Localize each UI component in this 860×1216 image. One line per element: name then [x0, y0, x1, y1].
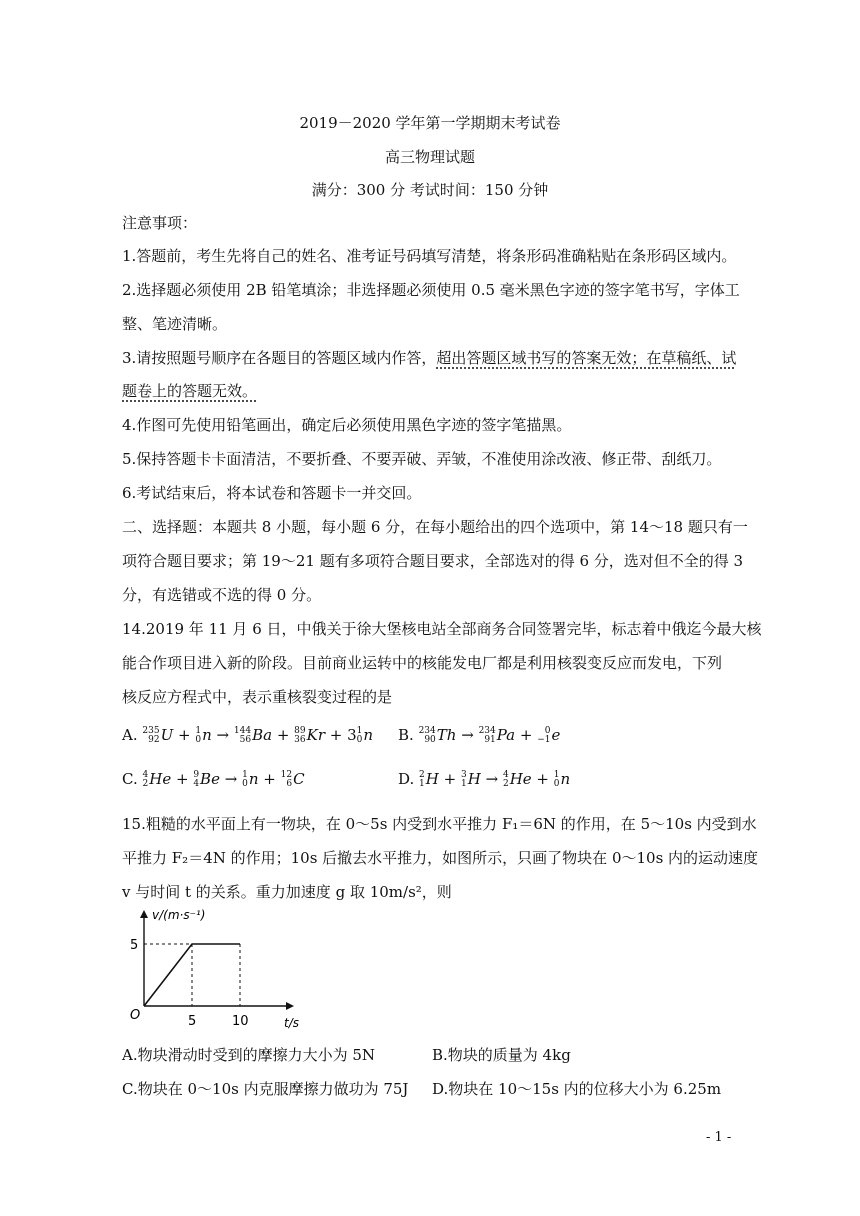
q15-option-b[interactable]: B.物块的质量为 4kg — [432, 1046, 571, 1064]
note-2: 2.选择题必须使用 2B 铅笔填涂；非选择题必须使用 0.5 毫米黑色字迹的签字笔书写，字体工 — [122, 281, 740, 299]
q14-line2: 能合作项目进入新的阶段。目前商业运转中的核能发电厂都是利用核裂变反应而发电，下列 — [122, 654, 723, 672]
nuclide-c4-symbol: C — [293, 770, 305, 788]
note-1: 1.答题前，考生先将自己的姓名、准考证号码填写清楚，将条形码准确粘贴在条形码区域内。 — [122, 247, 737, 265]
note-3-emphasis: 超出答题区域书写的答案无效；在草稿纸、试 — [436, 349, 737, 367]
nuclide-a3-symbol: Ba — [252, 726, 273, 744]
note-3-cont: 题卷上的答题无效。 — [122, 382, 258, 400]
nuclide-a1-symbol: U — [160, 726, 174, 744]
nuclide-b3-numbers: 0 −1 — [537, 726, 551, 745]
section2-line3: 分，有选错或不选的得 0 分。 — [122, 586, 322, 604]
nuclide-c2-numbers: 9 4 — [193, 770, 200, 789]
arrow-icon: → — [461, 726, 474, 744]
q15-option-c[interactable]: C.物块在 0～10s 内克服摩擦力做功为 75J — [122, 1080, 409, 1098]
nuclide-a2-symbol: n — [202, 726, 212, 744]
nuclide-d4-symbol: n — [560, 770, 571, 788]
x-tick-label: 10 — [232, 1014, 249, 1029]
x-tick-label: 5 — [188, 1014, 197, 1029]
nuclide-d2-symbol: H — [467, 770, 481, 788]
note-4: 4.作图可先使用铅笔画出，确定后必须使用黑色字迹的签字笔描黑。 — [122, 416, 572, 434]
q14-option-d[interactable]: D. 2 1 H + 3 1 H → 4 2 He + 1 0 n — [398, 770, 571, 789]
q14-option-b[interactable]: B. 234 90 Th → 234 91 Pa + 0 −1 e — [398, 726, 561, 745]
section2-line1: 二、选择题：本题共 8 小题，每小题 6 分，在每小题给出的四个选项中，第 14～18 题只有一 — [122, 518, 748, 536]
nuclide-d3-numbers: 4 2 — [502, 770, 509, 789]
y-tick-label: 5 — [130, 938, 139, 953]
note-6: 6.考试结束后，将本试卷和答题卡一并交回。 — [122, 484, 422, 502]
nuclide-b2-numbers: 234 91 — [478, 726, 496, 745]
exam-meta: 满分：300 分 考试时间：150 分钟 — [311, 181, 549, 199]
origin-label: O — [130, 1008, 141, 1023]
nuclide-b1-symbol: Th — [436, 726, 457, 744]
nuclide-a2-numbers: 1 0 — [195, 726, 202, 745]
exam-title: 2019－2020 学年第一学期期末考试卷 — [299, 114, 561, 132]
note-5: 5.保持答题卡卡面清洁，不要折叠、不要弄破、弄皱，不准使用涂改液、修正带、刮纸刀。 — [122, 450, 722, 468]
nuclide-c1-numbers: 4 2 — [142, 770, 149, 789]
note-3-part1: 3.请按照题号顺序在各题目的答题区域内作答， — [122, 349, 437, 367]
arrow-icon: → — [224, 770, 238, 788]
note-2-cont: 整、笔迹清晰。 — [122, 315, 228, 333]
vt-graph — [122, 905, 302, 1035]
option-b-label: B. — [398, 726, 414, 744]
q15-option-d[interactable]: D.物块在 10～15s 内的位移大小为 6.25m — [432, 1080, 722, 1098]
nuclide-c1-symbol: He — [149, 770, 172, 788]
nuclide-d1-numbers: 2 1 — [419, 770, 425, 789]
nuclide-a4-numbers: 89 36 — [294, 726, 306, 745]
nuclide-a3-numbers: 144 56 — [233, 726, 252, 745]
nuclide-c2-symbol: Be — [200, 770, 220, 788]
q14-option-a[interactable]: A. 235 92 U + 1 0 n → 144 56 Ba + 89 36 Kr + 3 1 0 n — [122, 726, 374, 745]
option-a-label: A. — [122, 726, 138, 744]
notes-heading: 注意事项： — [122, 214, 198, 232]
y-axis-label: v/(m·s⁻¹) — [152, 908, 206, 922]
nuclide-a5-numbers: 1 0 — [356, 726, 363, 745]
x-axis-label: t/s — [284, 1016, 299, 1030]
q14-line3: 核反应方程式中，表示重核裂变过程的是 — [122, 688, 393, 706]
q15-line2: 平推力 F₂＝4N 的作用；10s 后撤去水平推力，如图所示，只画了物块在 0～10s 内的运动速度 — [122, 849, 759, 867]
nuclide-a4-symbol: Kr — [306, 726, 325, 744]
nuclide-d4-numbers: 1 0 — [553, 770, 560, 789]
nuclide-d3-symbol: He — [509, 770, 532, 788]
arrow-icon: → — [485, 770, 499, 788]
nuclide-a5-symbol: n — [363, 726, 374, 744]
q15-option-a[interactable]: A.物块滑动时受到的摩擦力大小为 5N — [122, 1046, 376, 1064]
coefficient: 3 — [347, 726, 357, 744]
nuclide-a1-numbers: 235 92 — [142, 726, 160, 745]
nuclide-b3-symbol: e — [551, 726, 561, 744]
x-axis-arrow-icon — [286, 1002, 294, 1010]
nuclide-b1-numbers: 234 90 — [418, 726, 436, 745]
nuclide-b2-symbol: Pa — [496, 726, 516, 744]
nuclide-c4-numbers: 12 6 — [280, 770, 293, 789]
note-3 — [122, 348, 736, 368]
q14-option-c[interactable]: C. 4 2 He + 9 4 Be → 1 0 n + 12 6 C — [122, 770, 305, 789]
q15-line1: 15.粗糙的水平面上有一物块，在 0～5s 内受到水平推力 F₁＝6N 的作用，在 5～10s 内受到水 — [122, 815, 757, 833]
section2-line2: 项符合题目要求；第 19～21 题有多项符合题目要求，全部选对的得 6 分，选对但不全的得 3 — [122, 552, 744, 570]
nuclide-c3-symbol: n — [248, 770, 259, 788]
nuclide-c3-numbers: 1 0 — [242, 770, 248, 789]
option-c-label: C. — [122, 770, 138, 788]
nuclide-d2-numbers: 3 1 — [460, 770, 467, 789]
q15-line3: v 与时间 t 的关系。重力加速度 g 取 10m/s²，则 — [122, 883, 452, 901]
option-d-label: D. — [398, 770, 415, 788]
page-number: - 1 - — [706, 1130, 732, 1145]
nuclide-d1-symbol: H — [425, 770, 439, 788]
arrow-icon: → — [216, 726, 230, 744]
q14-line1: 14.2019 年 11 月 6 日，中俄关于徐大堡核电站全部商务合同签署完毕，标志着中俄迄今最大核 — [122, 620, 762, 638]
exam-subtitle: 高三物理试题 — [384, 148, 475, 166]
y-axis-arrow-icon — [140, 910, 148, 918]
